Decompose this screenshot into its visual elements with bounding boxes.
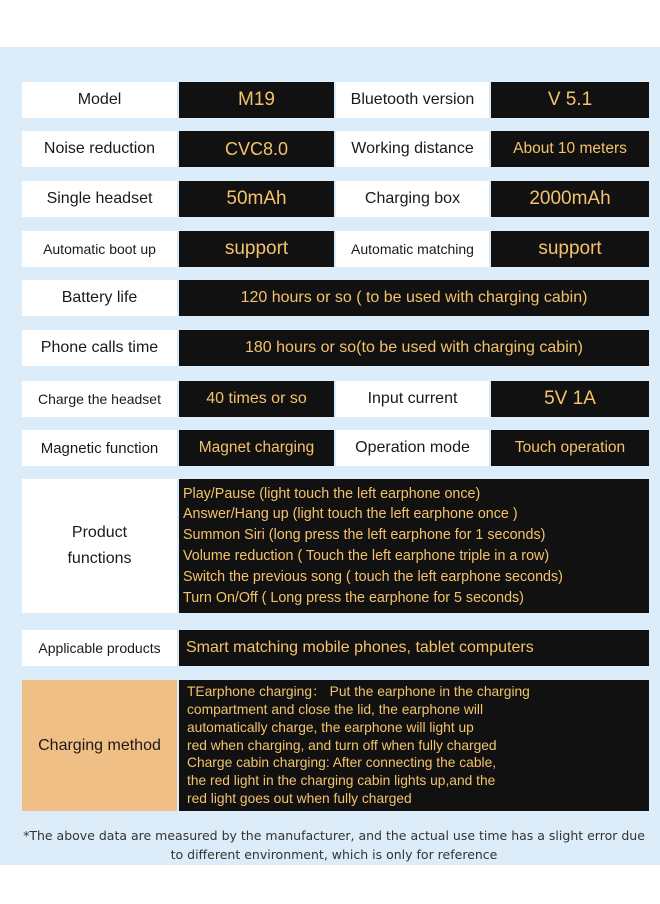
function-line: Play/Pause (light touch the left earphone once) bbox=[183, 485, 481, 502]
charging-line: automatically charge, the earphone will light up bbox=[187, 719, 474, 735]
footnote bbox=[20, 826, 648, 864]
function-line: Switch the previous song ( touch the left earphone seconds) bbox=[183, 568, 563, 585]
distance-label: Working distance bbox=[336, 131, 489, 167]
calls-value: 180 hours or so(to be used with charging cabin) bbox=[179, 330, 649, 366]
noise-value: CVC8.0 bbox=[179, 131, 334, 167]
charging-line: Charge cabin charging: After connecting the cable, bbox=[187, 755, 497, 771]
charging-line: TEarphone charging： Put the earphone in the charging bbox=[187, 683, 530, 699]
noise-label: Noise reduction bbox=[22, 131, 177, 167]
current-value: 5V 1A bbox=[491, 381, 649, 417]
functions-value bbox=[179, 479, 649, 613]
footnote-line-2: to different environment, which is only for reference bbox=[170, 847, 498, 862]
charging-line: red light goes out when fully charged bbox=[187, 791, 412, 807]
applicable-value: Smart matching mobile phones, tablet computers bbox=[179, 630, 649, 666]
model-value: M19 bbox=[179, 82, 334, 118]
charge-value: 40 times or so bbox=[179, 381, 334, 417]
battery-label: Battery life bbox=[22, 280, 177, 316]
function-line: Turn On/Off ( Long press the earphone for 5 seconds) bbox=[183, 589, 524, 606]
distance-value: About 10 meters bbox=[491, 131, 649, 167]
box-value: 2000mAh bbox=[491, 181, 649, 217]
model-label: Model bbox=[22, 82, 177, 118]
matching-value: support bbox=[491, 231, 649, 267]
operation-label: Operation mode bbox=[336, 430, 489, 466]
charging-line: the red light in the charging cabin lights up,and the bbox=[187, 773, 496, 789]
functions-label-line-2: functions bbox=[67, 550, 132, 567]
function-line: Summon Siri (long press the left earphone for 1 seconds) bbox=[183, 527, 546, 544]
magnetic-label: Magnetic function bbox=[22, 430, 177, 466]
functions-label-line-1: Product bbox=[71, 524, 128, 541]
charge-label: Charge the headset bbox=[22, 381, 177, 417]
headset-value: 50mAh bbox=[179, 181, 334, 217]
magnetic-value: Magnet charging bbox=[179, 430, 334, 466]
function-line: Volume reduction ( Touch the left earphone triple in a row) bbox=[183, 548, 550, 564]
footnote-line-1: *The above data are measured by the manufacturer, and the actual use time has a slight error due bbox=[23, 828, 645, 843]
calls-label: Phone calls time bbox=[22, 330, 177, 366]
current-label: Input current bbox=[336, 381, 489, 417]
bluetooth-label: Bluetooth version bbox=[336, 82, 489, 118]
boot-value: support bbox=[179, 231, 334, 267]
matching-label: Automatic matching bbox=[336, 231, 489, 267]
box-label: Charging box bbox=[336, 181, 489, 217]
boot-label: Automatic boot up bbox=[22, 231, 177, 267]
function-line: Answer/Hang up (light touch the left earphone once ) bbox=[183, 506, 518, 523]
charging-value bbox=[179, 680, 649, 811]
operation-value: Touch operation bbox=[491, 430, 649, 466]
battery-value: 120 hours or so ( to be used with charging cabin) bbox=[179, 280, 649, 316]
charging-label: Charging method bbox=[22, 680, 177, 811]
charging-line: compartment and close the lid, the earphone will bbox=[187, 701, 484, 717]
charging-line: red when charging, and turn off when fully charged bbox=[187, 737, 497, 753]
bluetooth-value: V 5.1 bbox=[491, 82, 649, 118]
headset-label: Single headset bbox=[22, 181, 177, 217]
functions-label bbox=[22, 479, 177, 613]
applicable-label: Applicable products bbox=[22, 630, 177, 666]
